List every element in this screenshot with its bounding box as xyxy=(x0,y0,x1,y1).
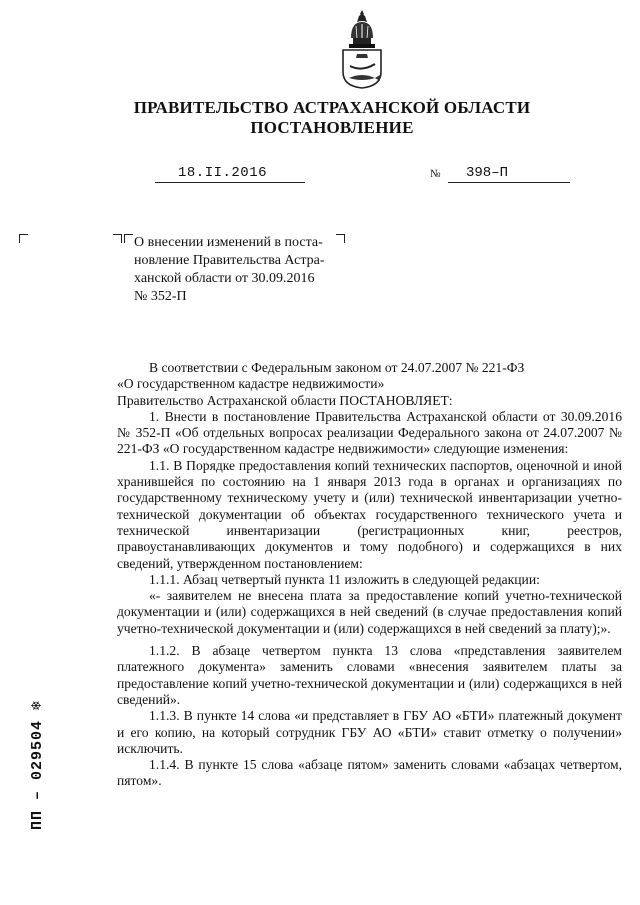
title-line: О внесении изменений в поста- xyxy=(134,235,323,250)
registration-stamp: ПП – 029504 ❄ xyxy=(29,699,46,830)
document-type-heading: ПОСТАНОВЛЕНИЕ xyxy=(250,118,414,137)
corner-bracket xyxy=(113,234,122,243)
document-number: 398–П xyxy=(466,165,509,181)
title-line: новление Правительства Астра- xyxy=(134,253,325,268)
paragraph: 1.1.1. Абзац четвертый пункта 11 изложить в следующей редакции: xyxy=(149,571,540,587)
preamble-line: В соответствии с Федеральным законом от 24.07.2007 № 221-ФЗ xyxy=(149,360,525,375)
paragraph: 1. Внести в постановление Правительства Астраханской области от 30.09.2016 № 352-П «Об отдельных вопросах реализации Федерального закона от 24.07.2007 № 221-ФЗ «О государственном кадастре недвижимости» следующие изменения: xyxy=(117,408,622,457)
document-date: 18.II.2016 xyxy=(178,165,268,181)
corner-bracket xyxy=(19,234,28,243)
paragraph: 1.1.4. В пункте 15 слова «абзаце пятом» заменить словами «абзацах четвертом, пятом». xyxy=(117,757,622,789)
title-line: № 352-П xyxy=(134,289,187,304)
preamble-line: «О государственном кадастре недвижимости» xyxy=(117,376,385,392)
title-line: ханской области от 30.09.2016 xyxy=(134,271,315,286)
resolves-line: Правительство Астраханской области ПОСТАНОВЛЯЕТ: xyxy=(117,392,453,408)
paragraph: 1.1.2. В абзаце четвертом пункта 13 слова «представления заявителем платежного документа» заменить словами «внесения заявителем платы за предоставление копий учетно-технической документации и (или) содержащихся в ней сведений». xyxy=(117,643,622,707)
number-sign: № xyxy=(430,168,441,180)
coat-of-arms-emblem xyxy=(337,8,387,90)
resolution-body xyxy=(117,360,622,790)
paragraph: 1.1. В Порядке предоставления копий технических паспортов, оценочной и иной хранившейся по состоянию на 1 января 2013 года в органах и организациях по государственному техническому учету и (или) технической инвентаризации учетно-технической документации об объектах государственного технического учета и технической инвентаризации (регистрационных книг, реестров, правоустанавливающих документов и тому подобного) и содержащихся в них сведений, утвержденном постановлением: xyxy=(117,457,622,571)
paragraph: «- заявителем не внесена плата за предоставление копий учетно-технической документации и (или) содержащихся в ней сведений (в случае предоставления копий учетно-технической документации и (или) содержащихся в ней сведений за плату);». xyxy=(117,588,622,636)
government-heading: ПРАВИТЕЛЬСТВО АСТРАХАНСКОЙ ОБЛАСТИ xyxy=(133,98,531,117)
corner-bracket xyxy=(124,234,133,243)
resolution-title xyxy=(134,234,344,306)
paragraph: 1.1.3. В пункте 14 слова «и представляет в ГБУ АО «БТИ» платежный документ и его копию, на который сотрудник ГБУ АО «БТИ» ставит отметку о получении» исключить. xyxy=(117,708,622,756)
